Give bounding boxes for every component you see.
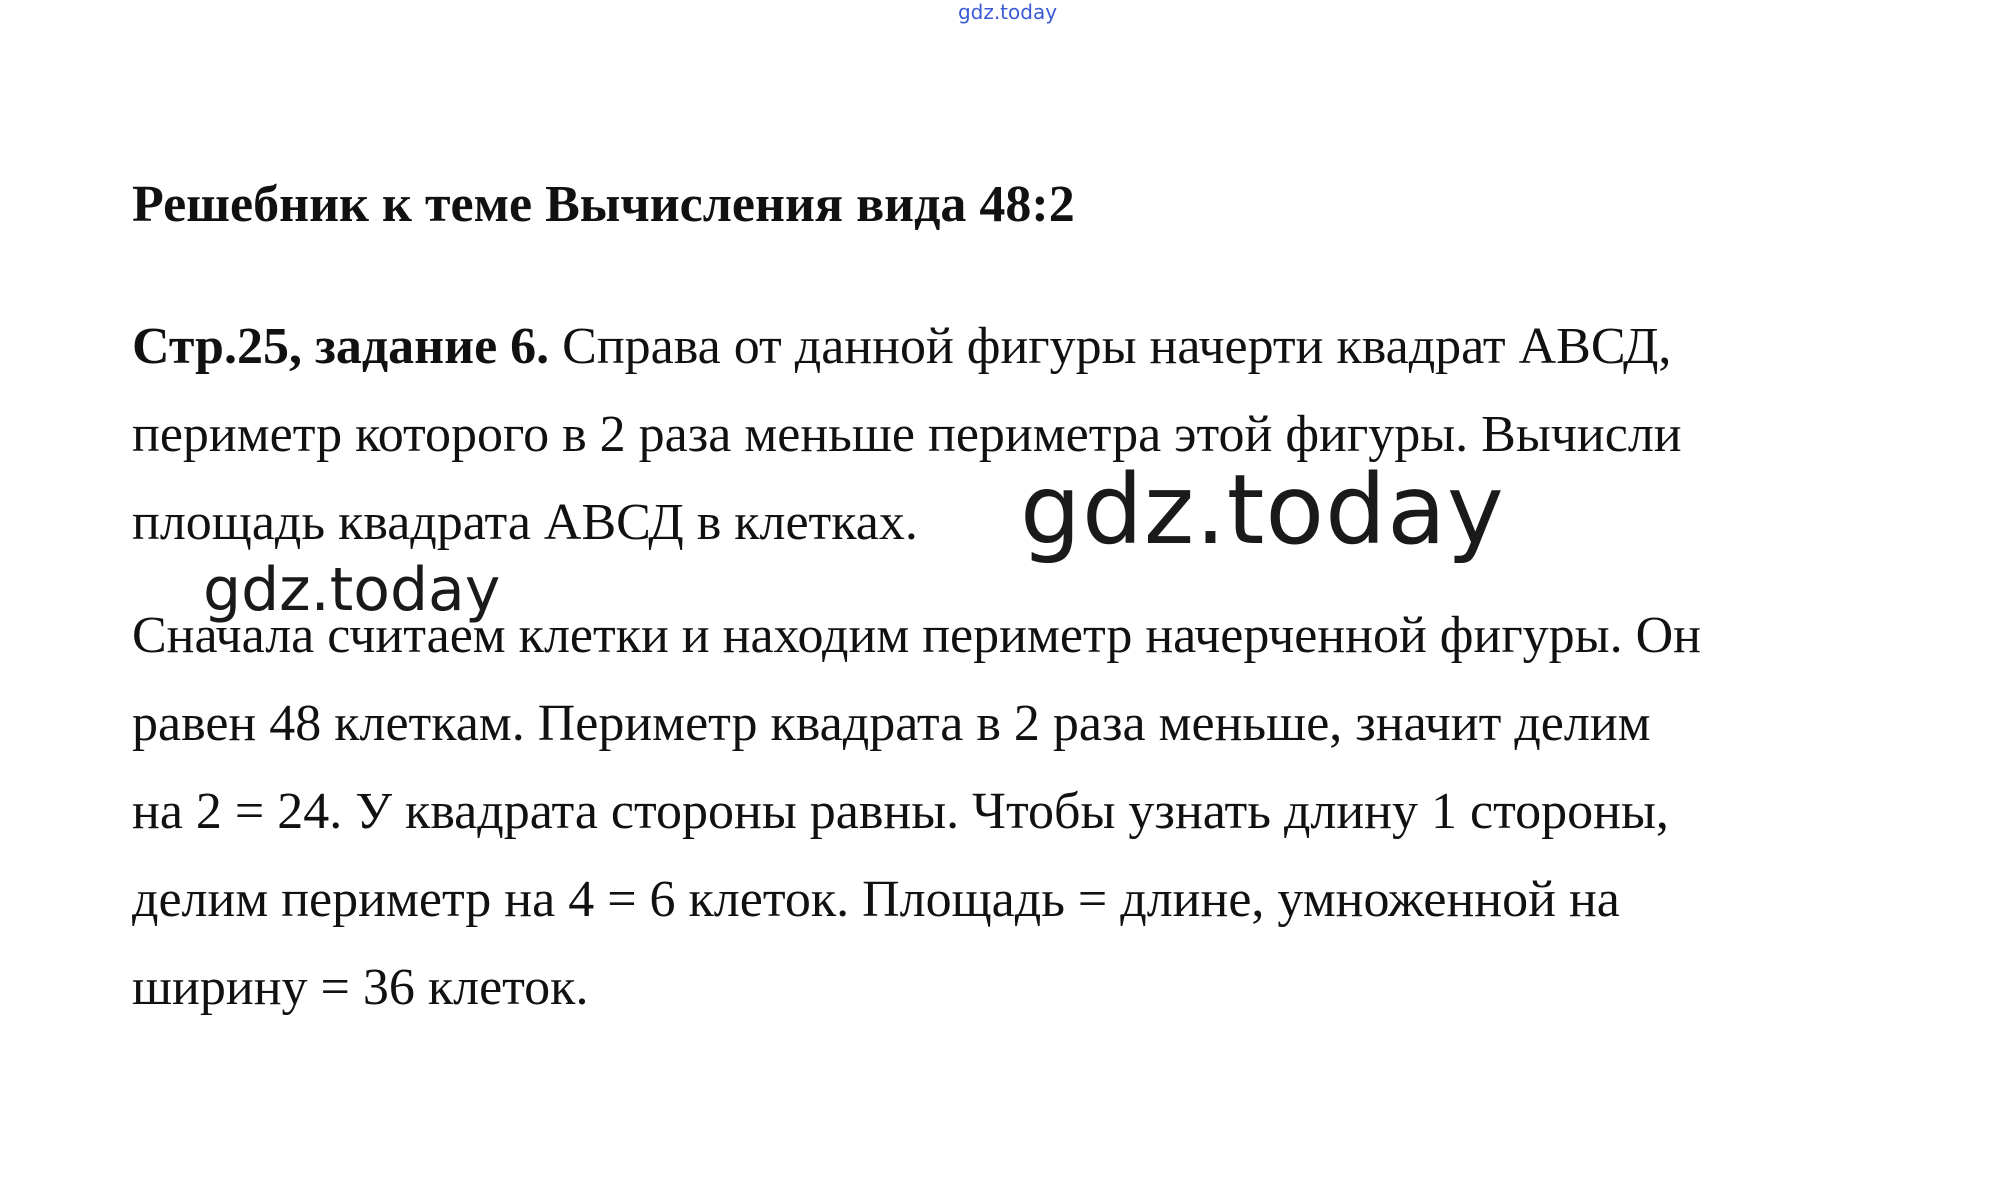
answer-line-4: делим периметр на 4 = 6 клеток. Площадь = длине, умноженной на <box>132 871 1620 928</box>
answer-line-2: равен 48 клеткам. Периметр квадрата в 2 раза меньше, значит делим <box>132 695 1651 752</box>
answer-text <box>132 592 1932 1032</box>
answer-line-1: Сначала считаем клетки и находим периметр начерченной фигуры. Он <box>132 607 1701 664</box>
task-text-1: Справа от данной фигуры начерти квадрат АВСД, <box>549 318 1672 375</box>
watermark-mid: gdz.today <box>203 555 501 625</box>
answer-line-3: на 2 = 24. У квадрата стороны равны. Чтобы узнать длину 1 стороны, <box>132 783 1669 840</box>
task-line-3: площадь квадрата АВСД в клетках. <box>132 494 918 551</box>
watermark-large: gdz.today <box>1020 454 1505 566</box>
watermark-top: gdz.today <box>957 0 1058 24</box>
task-line-2: периметр которого в 2 раза меньше периметра этой фигуры. Вычисли <box>132 406 1682 463</box>
answer-line-5: ширину = 36 клеток. <box>132 959 589 1016</box>
page-title: Решебник к теме Вычисления вида 48:2 <box>132 176 1075 233</box>
task-reference: Стр.25, задание 6. <box>132 318 550 375</box>
task-line-1 <box>132 303 1932 391</box>
